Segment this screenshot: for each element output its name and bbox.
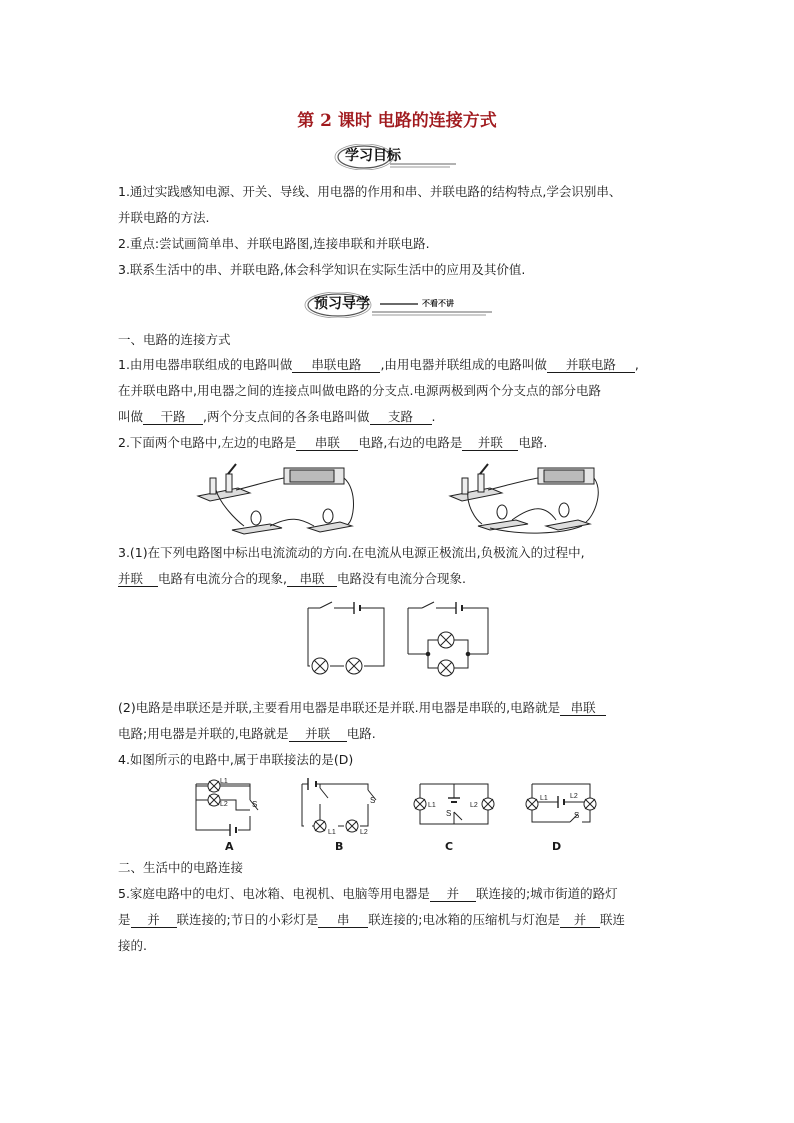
option-c-label: C	[445, 840, 454, 853]
q5-answer-1: 并	[430, 886, 476, 902]
q1-line-2: 在并联电路中,用电器之间的连接点叫做电路的分支点.电源两极到两个分支点的部分电路	[118, 383, 601, 398]
q5-text: 联连接的;节日的小彩灯是	[176, 912, 319, 927]
schematic-circuits-figure	[300, 596, 500, 684]
physical-circuits-figure	[190, 460, 610, 535]
q3-text: 电路;用电器是并联的,电路就是	[118, 726, 289, 741]
q3-text: 电路.	[346, 726, 376, 741]
q2-answer-2: 并联	[462, 435, 518, 451]
preview-title: 预习导学	[314, 296, 370, 312]
q3-line-3	[118, 700, 606, 716]
right-parallel-apparatus	[450, 464, 598, 533]
q5-text: 是	[118, 912, 131, 927]
q5-text: 联连接的;城市街道的路灯	[475, 886, 618, 901]
q2-answer-1: 串联	[296, 435, 358, 451]
option-b-l1-label: L1	[328, 829, 336, 836]
preview-banner	[300, 292, 495, 316]
option-d-circuit	[526, 784, 596, 822]
option-c-l1-label: L1	[428, 802, 436, 809]
q1-answer-2: 并联电路	[547, 357, 635, 373]
option-a-label: A	[225, 840, 234, 853]
q3-line-4	[118, 726, 376, 742]
objectives-banner	[328, 144, 458, 168]
q5-line-3: 接的.	[118, 938, 147, 953]
option-c-s-label: S	[446, 809, 452, 818]
q4-text: 4.如图所示的电路中,属于串联接法的是(D)	[118, 752, 354, 767]
q5-text: 联连接的;电冰箱的压缩机与灯泡是	[368, 912, 560, 927]
q5-answer-4: 并	[560, 912, 600, 928]
q4-options-figure	[190, 776, 610, 836]
q1-answer-1: 串联电路	[292, 357, 380, 373]
option-d-l1-label: L1	[540, 795, 548, 802]
q1-answer-4: 支路	[370, 409, 432, 425]
option-a-l2-label: L2	[220, 801, 228, 808]
q3-line-2	[118, 571, 466, 587]
page-title: 第 2 课时 电路的连接方式	[297, 111, 497, 131]
preview-subtitle: 不看不讲	[422, 299, 454, 308]
q5-text: 5.家庭电路中的电灯、电冰箱、电视机、电脑等用电器是	[118, 886, 430, 901]
q1-line-1	[118, 357, 639, 373]
q3-text: 电路没有电流分合现象.	[336, 571, 466, 586]
option-b-l2-label: L2	[360, 829, 368, 836]
part2-heading: 二、生活中的电路连接	[118, 860, 244, 875]
option-c-l2-label: L2	[470, 802, 478, 809]
q1-text: ,	[634, 357, 639, 372]
q1-text: 1.由用电器串联组成的电路叫做	[118, 357, 293, 372]
q3-line-1: 3.(1)在下列电路图中标出电流流动的方向.在电流从电源正极流出,负极流入的过程中,	[118, 545, 585, 560]
objective-line-4: 3.联系生活中的串、并联电路,体会科学知识在实际生活中的应用及其价值.	[118, 262, 526, 277]
q1-answer-3: 干路	[143, 409, 203, 425]
q1-line-3	[118, 409, 435, 425]
q2-text: 2.下面两个电路中,左边的电路是	[118, 435, 297, 450]
q1-text: ,两个分支点间的各条电路叫做	[203, 409, 370, 424]
option-a-l1-label: L1	[220, 778, 228, 785]
option-a-s-label: S	[252, 800, 258, 809]
q1-text: 叫做	[118, 409, 144, 424]
option-d-label: D	[552, 840, 562, 853]
q3-text: (2)电路是串联还是并联,主要看用电器是串联还是并联.用电器是串联的,电路就是	[118, 700, 561, 715]
option-b-s-label: S	[370, 796, 376, 805]
option-b-circuit	[302, 778, 376, 832]
option-c-circuit	[414, 784, 494, 824]
parallel-schematic	[408, 602, 488, 676]
option-a-circuit	[196, 780, 258, 836]
q2-line	[118, 435, 547, 451]
q2-text: 电路.	[518, 435, 548, 450]
option-d-l2-label: L2	[570, 793, 578, 800]
q2-text: 电路,右边的电路是	[358, 435, 463, 450]
q5-answer-3: 串	[318, 912, 368, 928]
option-d-s-label: S	[574, 811, 580, 820]
q3-answer-2: 串联	[287, 571, 337, 587]
q5-text: 联连	[599, 912, 625, 927]
objectives-title: 学习目标	[345, 148, 401, 164]
q5-line-2	[118, 912, 625, 928]
left-series-apparatus	[198, 464, 354, 534]
objective-line-3: 2.重点:尝试画简单串、并联电路图,连接串联和并联电路.	[118, 236, 430, 251]
q5-answer-2: 并	[131, 912, 177, 928]
series-schematic	[308, 602, 384, 674]
q1-text: .	[431, 409, 436, 424]
objective-line-1: 1.通过实践感知电源、开关、导线、用电器的作用和串、并联电路的结构特点,学会识别串、	[118, 184, 622, 199]
q3-answer-1: 并联	[118, 571, 158, 587]
q3-answer-4: 并联	[289, 726, 347, 742]
q5-line-1	[118, 886, 618, 902]
q3-answer-3: 串联	[560, 700, 606, 716]
part1-heading: 一、电路的连接方式	[118, 332, 231, 347]
q3-text: 电路有电流分合的现象,	[158, 571, 287, 586]
option-b-label: B	[335, 840, 344, 853]
objective-line-2: 并联电路的方法.	[118, 210, 210, 225]
q1-text: ,由用电器并联组成的电路叫做	[380, 357, 547, 372]
